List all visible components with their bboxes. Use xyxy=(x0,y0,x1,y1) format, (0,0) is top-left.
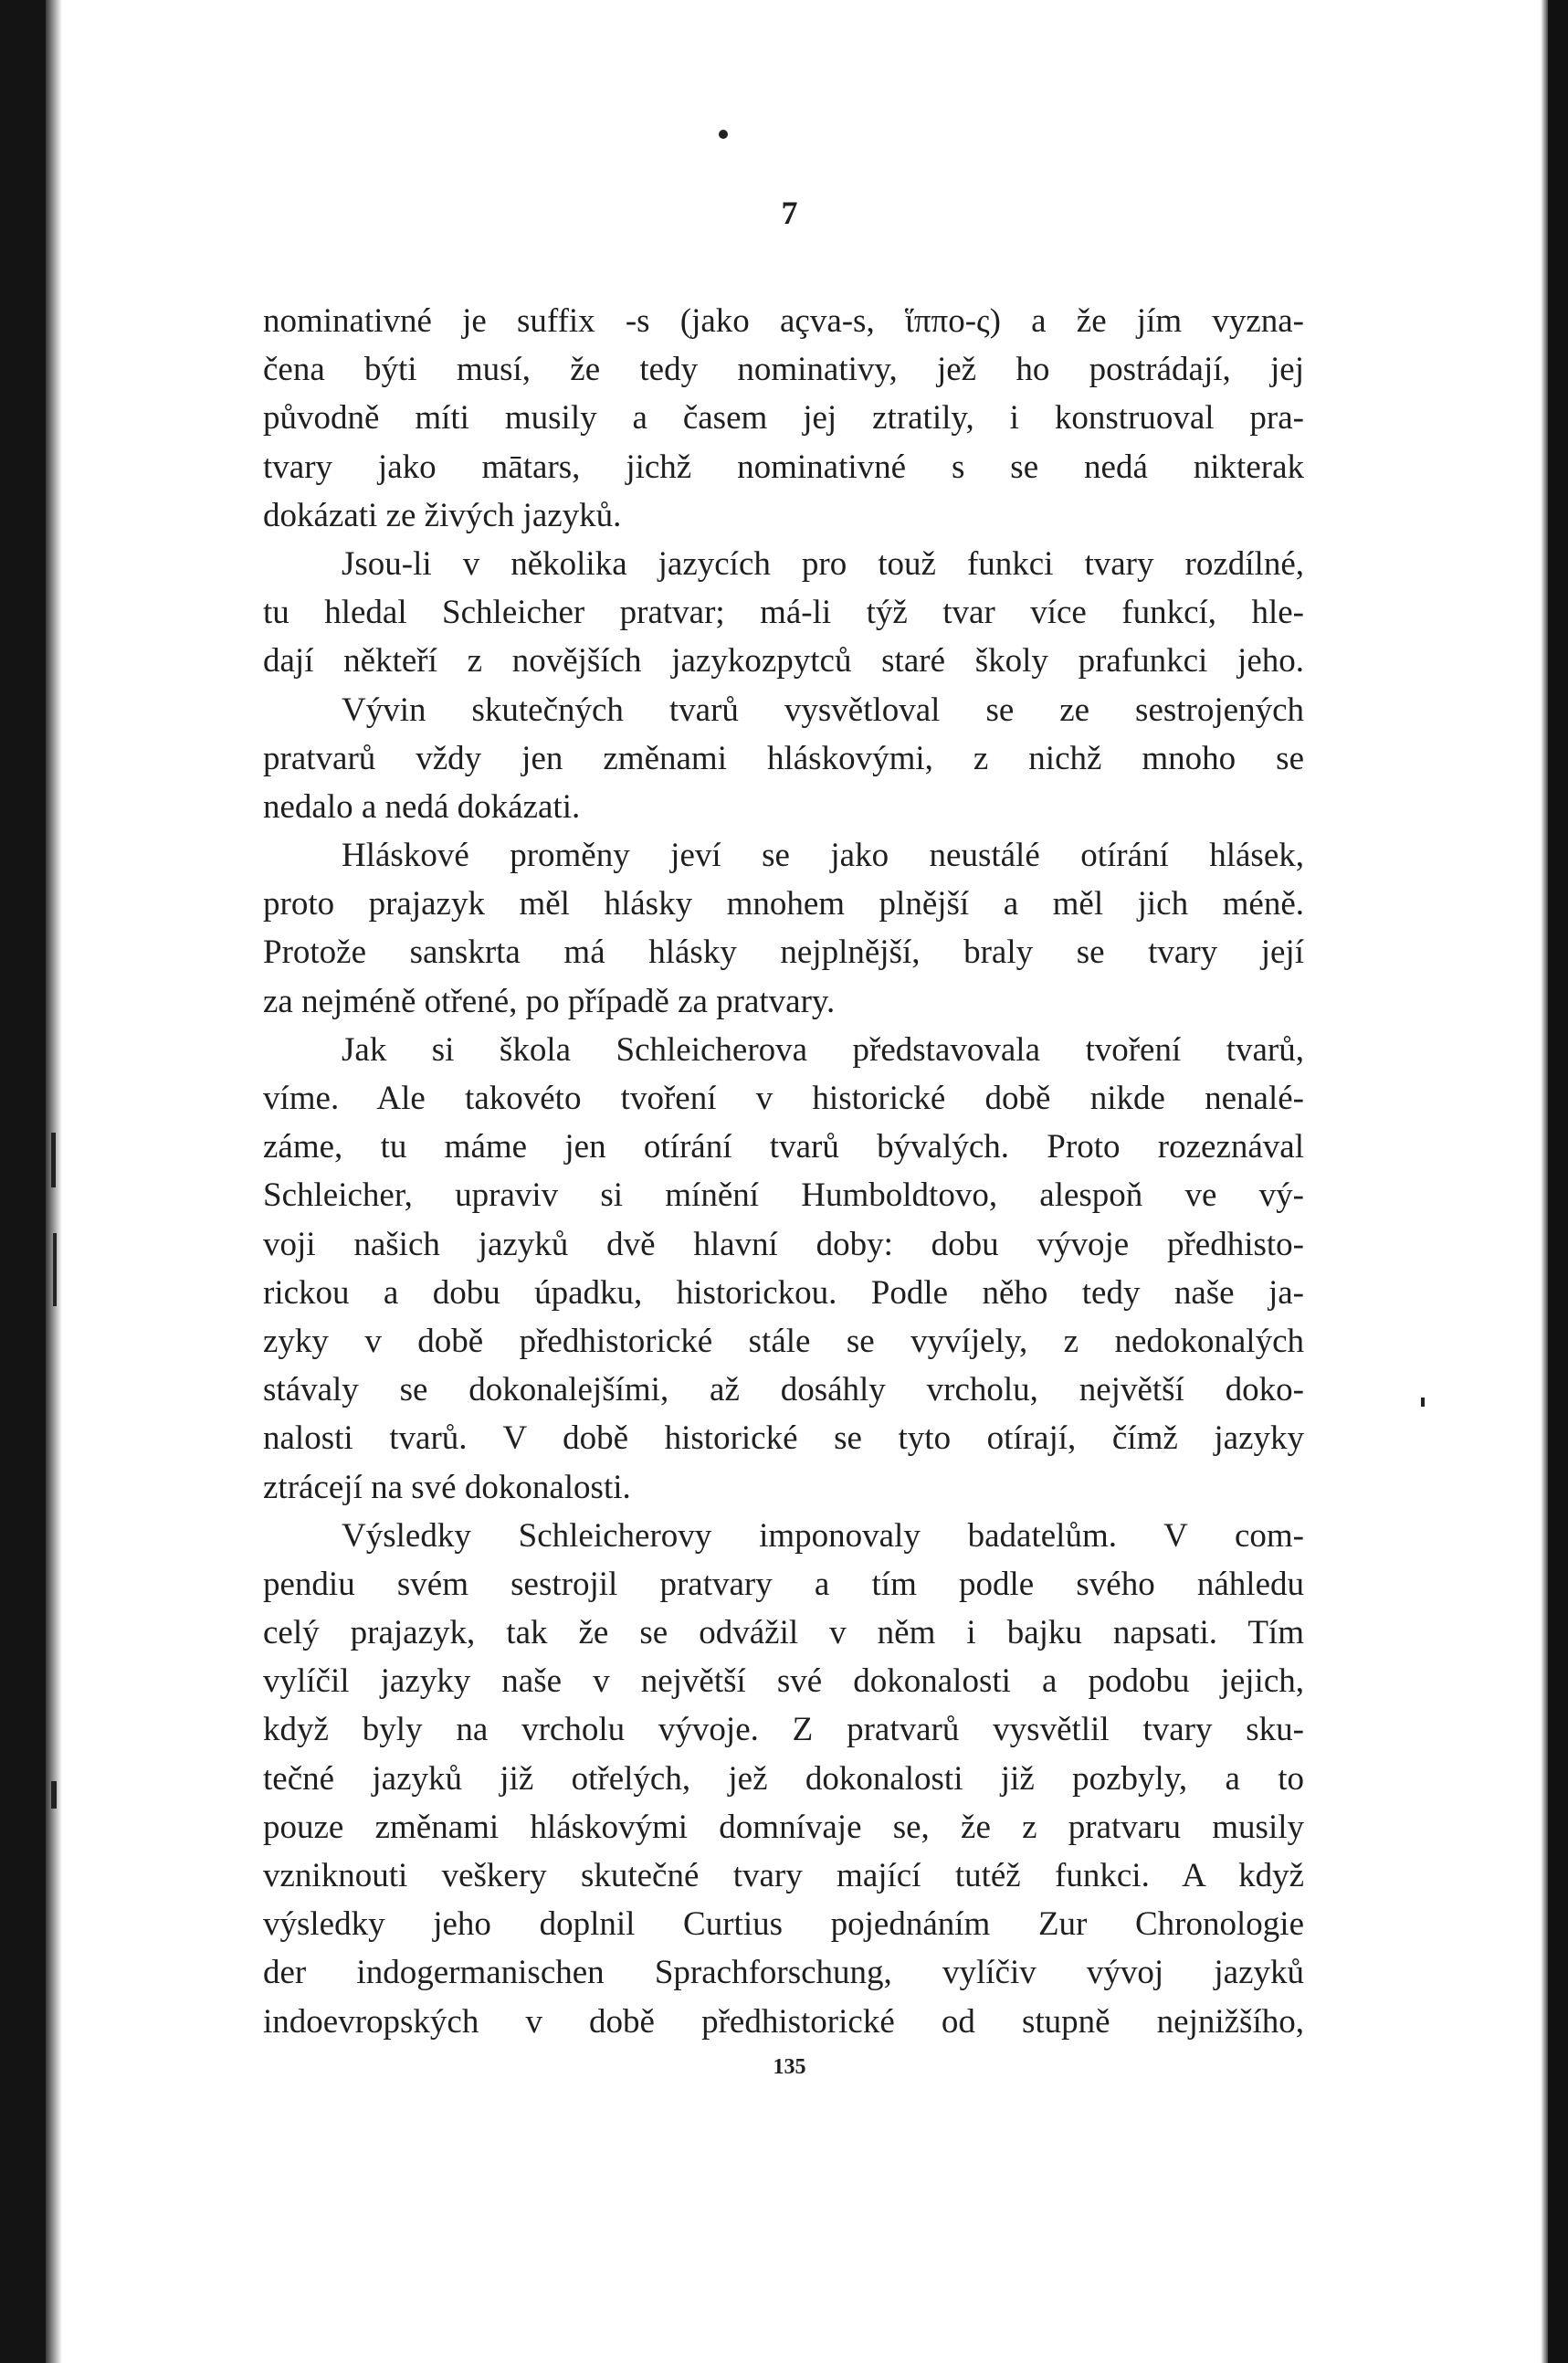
text-line: vylíčil jazyky naše v největší své dokonalosti a podobu jejich, xyxy=(263,1662,1304,1701)
text-line: Výsledky Schleicherovy imponovaly badatelům. V com- xyxy=(342,1516,1304,1555)
text-line: Hláskové proměny jeví se jako neustálé otírání hlásek, xyxy=(342,837,1304,875)
text-line: nominativné je suffix -s (jako açva-s, ἵππο-ς) a že jím vyzna- xyxy=(263,302,1304,340)
text-line: záme, tu máme jen otírání tvarů bývalých. Proto rozeznával xyxy=(263,1128,1304,1166)
text-line: zyky v době předhistorické stále se vyvíjely, z nedokonalých xyxy=(263,1322,1304,1360)
text-line: rickou a dobu úpadku, historickou. Podle něho tedy naše ja- xyxy=(263,1273,1304,1312)
text-line: původně míti musily a časem jej ztratily, i konstruoval pra- xyxy=(263,399,1304,438)
text-line: dokázati ze živých jazyků. xyxy=(263,496,622,534)
text-line: za nejméně otřené, po případě za pratvary. xyxy=(263,982,836,1020)
text-line: vzniknouti veškery skutečné tvary mající tutéž funkci. A když xyxy=(263,1857,1304,1894)
scan-speck xyxy=(51,1133,56,1187)
scan-speck xyxy=(53,1233,57,1306)
text-line: celý prajazyk, tak že se odvážil v něm i bajku napsati. Tím xyxy=(263,1614,1304,1652)
text-line: Protože sanskrta má hlásky nejplnější, braly se tvary její xyxy=(263,934,1304,972)
text-line: stávaly se dokonalejšími, až dosáhly vrcholu, největší doko- xyxy=(263,1371,1304,1409)
text-line: dají někteří z novějších jazykozpytců staré školy prafunkci jeho. xyxy=(263,642,1304,680)
text-line: der indogermanischen Sprachforschung, vylíčiv vývoj jazyků xyxy=(263,1954,1304,1992)
text-line: indoevropských v době předhistorické od stupně nejnižšího, xyxy=(263,2002,1304,2041)
page-number: 7 xyxy=(781,195,798,231)
text-line: nedalo a nedá dokázati. xyxy=(263,787,581,826)
text-line: Jak si škola Schleicherova představovala tvoření tvarů, xyxy=(342,1030,1304,1069)
text-line: tečné jazyků již otřelých, jež dokonalosti již pozbyly, a to xyxy=(263,1759,1304,1798)
text-line: výsledky jeho doplnil Curtius pojednáním Zur Chronologie xyxy=(263,1905,1304,1944)
text-line: nalosti tvarů. V době historické se tyto otírají, čímž jazyky xyxy=(263,1419,1304,1458)
text-line: pendiu svém sestrojil pratvary a tím podle svého náhledu xyxy=(263,1565,1304,1603)
text-line: když byly na vrcholu vývoje. Z pratvarů vysvětlil tvary sku- xyxy=(263,1711,1304,1749)
text-line: Schleicher, upraviv si mínění Humboldtovo, alespoň ve vý- xyxy=(263,1176,1304,1215)
text-line: pratvarů vždy jen změnami hláskovými, z nichž mnoho se xyxy=(263,739,1304,777)
text-line: voji našich jazyků dvě hlavní doby: dobu vývoje předhisto- xyxy=(263,1225,1304,1263)
scan-speck xyxy=(1421,1398,1425,1407)
text-line: ztrácejí na své dokonalosti. xyxy=(263,1468,631,1506)
text-line: proto prajazyk měl hlásky mnohem plnější a měl jich méně. xyxy=(263,885,1304,923)
text-line: tu hledal Schleicher pratvar; má-li týž tvar více funkcí, hle- xyxy=(263,594,1304,632)
scan-left-border xyxy=(0,0,46,2363)
text-line: čena býti musí, že tedy nominativy, jež ho postrádají, jej xyxy=(263,351,1304,389)
text-line: víme. Ale takovéto tvoření v historické době nikde nenalé- xyxy=(263,1080,1304,1117)
text-line: tvary jako mātars, jichž nominativné s se nedá nikterak xyxy=(263,448,1304,486)
signature-mark: 135 xyxy=(773,2055,806,2079)
print-dot xyxy=(719,130,728,139)
text-line: pouze změnami hláskovými domnívaje se, že z pratvaru musily xyxy=(263,1808,1304,1846)
text-line: Jsou-li v několika jazycích pro touž funkci tvary rozdílné, xyxy=(342,544,1304,583)
scan-right-border xyxy=(1548,0,1568,2363)
body-text xyxy=(263,297,1304,2046)
text-line: Vývin skutečných tvarů vysvětloval se ze sestrojených xyxy=(342,691,1304,729)
scan-speck xyxy=(51,1781,57,1809)
scan-right-shadow xyxy=(1541,0,1548,2363)
